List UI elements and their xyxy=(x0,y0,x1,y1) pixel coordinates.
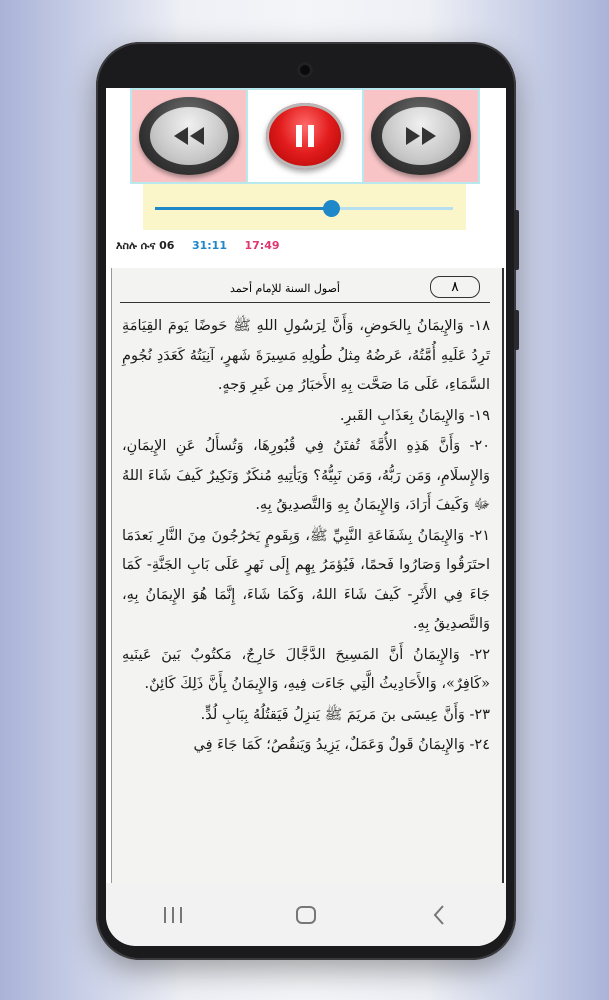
page-text xyxy=(122,312,490,762)
power-button xyxy=(514,310,519,350)
rewind-button-face xyxy=(150,107,228,165)
seek-track xyxy=(155,207,453,210)
seek-thumb[interactable] xyxy=(323,200,340,217)
fast-forward-icon xyxy=(403,125,439,147)
rewind-button-body xyxy=(139,97,239,175)
elapsed-time: 31:11 xyxy=(191,239,227,252)
rewind-button[interactable] xyxy=(132,90,246,182)
volume-button xyxy=(514,210,519,270)
pause-button[interactable] xyxy=(248,90,362,182)
recent-apps-icon xyxy=(162,906,184,924)
front-camera xyxy=(297,62,313,78)
track-info xyxy=(116,239,496,257)
total-duration: 17:49 xyxy=(244,239,280,252)
home-icon xyxy=(295,905,317,925)
system-nav-bar xyxy=(106,883,506,946)
pause-icon xyxy=(293,123,317,149)
back-icon xyxy=(431,904,447,926)
book-page xyxy=(111,268,504,883)
fast-forward-button[interactable] xyxy=(364,90,478,182)
fast-forward-button-face xyxy=(382,107,460,165)
pause-button-body xyxy=(266,103,344,169)
fast-forward-button-body xyxy=(371,97,471,175)
paragraph: ١٨- وَالإِيمَانُ بِالحَوضِ، وَأَنَّ لِرَسُولِ اللهِ ﷺ حَوضًا يَومَ القِيَامَةِ تَرِدُ عَلَيهِ أُمَّتُهُ، عَرضُهُ مِثلُ طُولِهِ مَسِيرَةَ شَهرٍ، آنِيَتُهُ كَعَدَدِ نُجُومِ السَّمَاءِ، عَلَى مَا صَحَّت بِهِ الأَخبَارُ مِن غَيرِ وَجهٍ. xyxy=(122,318,490,393)
paragraph: ٢٢- وَالإِيمَانُ أَنَّ المَسِيحَ الدَّجَّالَ خَارِجٌ، مَكتُوبٌ بَينَ عَينَيهِ «كَافِرٌ»، وَالأَحَادِيثُ الَّتِي جَاءَت فِيهِ، وَالإِيمَانُ بِأَنَّ ذَلِكَ كَائِنٌ. xyxy=(122,646,490,692)
rewind-icon xyxy=(171,125,207,147)
player-controls xyxy=(130,88,480,184)
paragraph: ٢٤- وَالإِيمَانُ قَولٌ وَعَمَلٌ، يَزِيدُ وَيَنقُصُ؛ كَمَا جَاءَ فِي xyxy=(193,737,490,753)
recent-apps-button[interactable] xyxy=(143,895,203,935)
paragraph: ٢٣- وَأَنَّ عِيسَى بنَ مَريَمَ ﷺ يَنزِلُ فَيَقتُلُهُ بِبَابِ لُدٍّ. xyxy=(200,706,490,723)
page-header xyxy=(120,276,490,303)
paragraph: ٢٠- وَأَنَّ هَذِهِ الأُمَّةَ تُفتَنُ فِي قُبُورِهَا، وَتُسأَلُ عَنِ الإِيمَانِ، وَالإِسلَامِ، وَمَن رَبُّهُ، وَمَن نَبِيُّهُ؟ وَيَأتِيهِ مُنكَرٌ وَنَكِيرٌ كَيفَ شَاءَ اللهُ ﷻ وَكَيفَ أَرَادَ، وَالإِيمَانُ بِهِ وَالتَّصدِيقُ بِهِ. xyxy=(122,438,490,513)
back-button[interactable] xyxy=(409,895,469,935)
paragraph: ١٩- وَالإِيمَانُ بِعَذَابِ القَبرِ. xyxy=(339,407,490,424)
track-title: እስሉ ሱና 06 xyxy=(116,239,175,252)
app-screen xyxy=(106,88,506,946)
page-number: ٨ xyxy=(430,276,480,298)
book-title: أصول السنة للإمام أحمد xyxy=(230,282,340,295)
seek-bar[interactable] xyxy=(143,184,466,230)
seek-progress xyxy=(155,207,331,210)
home-button[interactable] xyxy=(276,895,336,935)
paragraph: ٢١- وَالإِيمَانُ بِشَفَاعَةِ النَّبِيِّ ﷺ، وَبِقَومٍ يَخرُجُونَ مِنَ النَّارِ بَعدَمَا احتَرَقُوا وَصَارُوا فَحمًا، فَيُؤمَرُ بِهِم إِلَى نَهرٍ عَلَى بَابِ الجَنَّةِ- كَمَا جَاءَ فِي الأَثَرِ- كَيفَ شَاءَ اللهُ، وَكَمَا شَاءَ، إِنَّمَا هُوَ الإِيمَانُ بِهِ، وَالتَّصدِيقُ بِهِ. xyxy=(122,527,490,632)
